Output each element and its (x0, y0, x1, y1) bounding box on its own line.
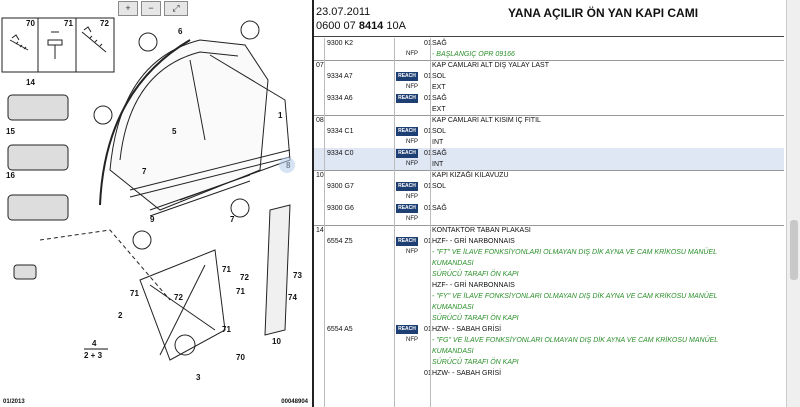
quantity: 01 (424, 326, 432, 333)
nfp-label: NFP (406, 216, 418, 222)
quantity: 01 (424, 40, 432, 47)
part-description: KONTAKTÖR TABAN PLAKASI (432, 227, 531, 234)
part-description: SÜRÜCÜ TARAFI ÖN KAPI (432, 359, 519, 366)
callout-label: 72 (240, 273, 249, 282)
part-description: SÜRÜCÜ TARAFI ÖN KAPI (432, 315, 519, 322)
ref-suffix: 10A (386, 20, 406, 32)
part-reference: 9300 G7 (327, 183, 354, 190)
group-divider (314, 115, 784, 116)
part-description: SAĞ (432, 40, 447, 47)
ref-prefix: 0600 07 (316, 20, 356, 32)
part-reference: 9334 A7 (327, 73, 353, 80)
callout-label: 70 (26, 19, 35, 28)
part-description: HZF- - GRİ NARBONNAIS (432, 238, 515, 245)
part-description: SÜRÜCÜ TARAFI ÖN KAPI (432, 271, 519, 278)
fraction-bottom: 2 + 3 (84, 351, 103, 360)
part-description: HZW- - SABAH GRİSİ (432, 326, 502, 333)
part-description: EXT (432, 84, 446, 91)
callout-label: 70 (236, 353, 245, 362)
nfp-label: NFP (406, 249, 418, 255)
column-divider (430, 38, 431, 407)
callout-label: 72 (100, 19, 109, 28)
part-description: KUMANDASI (432, 260, 474, 267)
part-reference: 9334 C0 (327, 150, 354, 157)
diagram-toolbar (118, 1, 188, 15)
item-number: 10 (316, 172, 324, 179)
parts-header (314, 0, 784, 37)
nfp-label: NFP (406, 337, 418, 343)
nfp-label: NFP (406, 51, 418, 57)
scrollbar-thumb[interactable] (790, 220, 798, 280)
zoom-fit-button[interactable]: ⤢ (164, 1, 188, 16)
part-reference: 9300 G6 (327, 205, 354, 212)
vertical-scrollbar[interactable] (786, 0, 800, 407)
parts-diagram-panel (0, 0, 314, 407)
parts-list-panel (314, 0, 800, 407)
header-date: 23.07.2011 (316, 6, 371, 18)
nfp-label: NFP (406, 161, 418, 167)
callout-label: 15 (6, 127, 15, 136)
reach-badge: REACH (396, 325, 418, 334)
fraction-top: 4 (92, 339, 97, 348)
quantity: 01 (424, 238, 432, 245)
callout-label: 71 (222, 265, 231, 274)
part-description: SOL (432, 128, 447, 135)
table-row[interactable] (314, 368, 784, 380)
item-number: 14 (316, 227, 324, 234)
group-divider (314, 170, 784, 171)
part-description: INT (432, 161, 444, 168)
part-reference: 9334 C1 (327, 128, 354, 135)
column-divider (324, 38, 325, 407)
part-description: - "FT" VE İLAVE FONKSİYONLARI OLMAYAN DIŞ DİK AYNA VE CAM KRİKOSU MANÜEL (432, 249, 718, 256)
part-description: SAĞ (432, 150, 447, 157)
part-description: SAĞ (432, 95, 447, 102)
nfp-label: NFP (406, 194, 418, 200)
quantity: 01 (424, 183, 432, 190)
part-reference: 6554 A5 (327, 326, 353, 333)
part-description: KAPI KIZAĞI KILAVUZU (432, 172, 509, 179)
callout-label: 10 (272, 337, 281, 346)
footer-code: 00048904 (281, 399, 308, 405)
nfp-label: NFP (406, 84, 418, 90)
zoom-out-button[interactable]: − (141, 1, 161, 16)
quantity: 01 (424, 73, 432, 80)
callout-label: 71 (236, 287, 245, 296)
nfp-label: NFP (406, 139, 418, 145)
part-reference: 9300 K2 (327, 40, 354, 47)
part-description: HZF- - GRİ NARBONNAIS (432, 282, 515, 289)
group-divider (314, 60, 784, 61)
callout-label: 9 (150, 215, 155, 224)
part-description: KUMANDASI (432, 304, 474, 311)
part-description: SOL (432, 183, 447, 190)
parts-table (314, 38, 784, 407)
zoom-in-button[interactable]: + (118, 1, 138, 16)
callout-label: 71 (222, 325, 231, 334)
item-number: 07 (316, 62, 324, 69)
part-description: - "FG" VE İLAVE FONKSİYONLARI OLMAYAN DIŞ DİK AYNA VE CAM KRİKOSU MANÜEL (432, 337, 719, 344)
quantity: 01 (424, 150, 432, 157)
quantity: 01 (424, 128, 432, 135)
quantity: 01 (424, 95, 432, 102)
reach-badge: REACH (396, 204, 418, 213)
reach-badge: REACH (396, 94, 418, 103)
footer-date: 01/2013 (3, 399, 25, 405)
reach-badge: REACH (396, 149, 418, 158)
callout-label: 16 (6, 171, 15, 180)
callout-label: 3 (196, 373, 201, 382)
reach-badge: REACH (396, 237, 418, 246)
part-description: - BAŞLANGIÇ OPR 09166 (432, 51, 515, 58)
part-description: SAĞ (432, 205, 447, 212)
part-description: HZW- - SABAH GRİSİ (432, 370, 502, 377)
part-description: SOL (432, 73, 447, 80)
callout-label: 7 (230, 215, 235, 224)
quantity: 01 (424, 205, 432, 212)
column-divider (394, 38, 395, 407)
callout-label: 6 (178, 27, 183, 36)
page-title: YANA AÇILIR ÖN YAN KAPI CAMI (508, 6, 699, 20)
part-description: INT (432, 139, 444, 146)
ref-bold: 8414 (358, 20, 384, 32)
quantity: 01 (424, 370, 432, 377)
callout-label: 2 (118, 311, 123, 320)
callout-label: 14 (26, 78, 35, 87)
part-reference: 9334 A6 (327, 95, 353, 102)
exploded-parts-diagram (0, 0, 312, 407)
reach-badge: REACH (396, 182, 418, 191)
callout-label: 7 (142, 167, 147, 176)
callout-label: 72 (174, 293, 183, 302)
callout-label: 71 (130, 289, 139, 298)
callout-label: 74 (288, 293, 297, 302)
reach-badge: REACH (396, 72, 418, 81)
part-description: EXT (432, 106, 446, 113)
header-reference (316, 20, 406, 32)
part-description: KAP CAMLARI ALT DIŞ YALAY LAST (432, 62, 549, 69)
callout-label: 73 (293, 271, 302, 280)
callout-label: 71 (64, 19, 73, 28)
part-description: KAP CAMLARI ALT KISIM İÇ FİTİL (432, 117, 541, 124)
part-description: KUMANDASI (432, 348, 474, 355)
part-reference: 6554 Z5 (327, 238, 353, 245)
group-divider (314, 225, 784, 226)
item-number: 08 (316, 117, 324, 124)
part-description: - "FY" VE İLAVE FONKSİYONLARI OLMAYAN DIŞ DİK AYNA VE CAM KRİKOSU MANÜEL (432, 293, 718, 300)
callout-label: 1 (278, 111, 283, 120)
reach-badge: REACH (396, 127, 418, 136)
callout-label: 5 (172, 127, 177, 136)
